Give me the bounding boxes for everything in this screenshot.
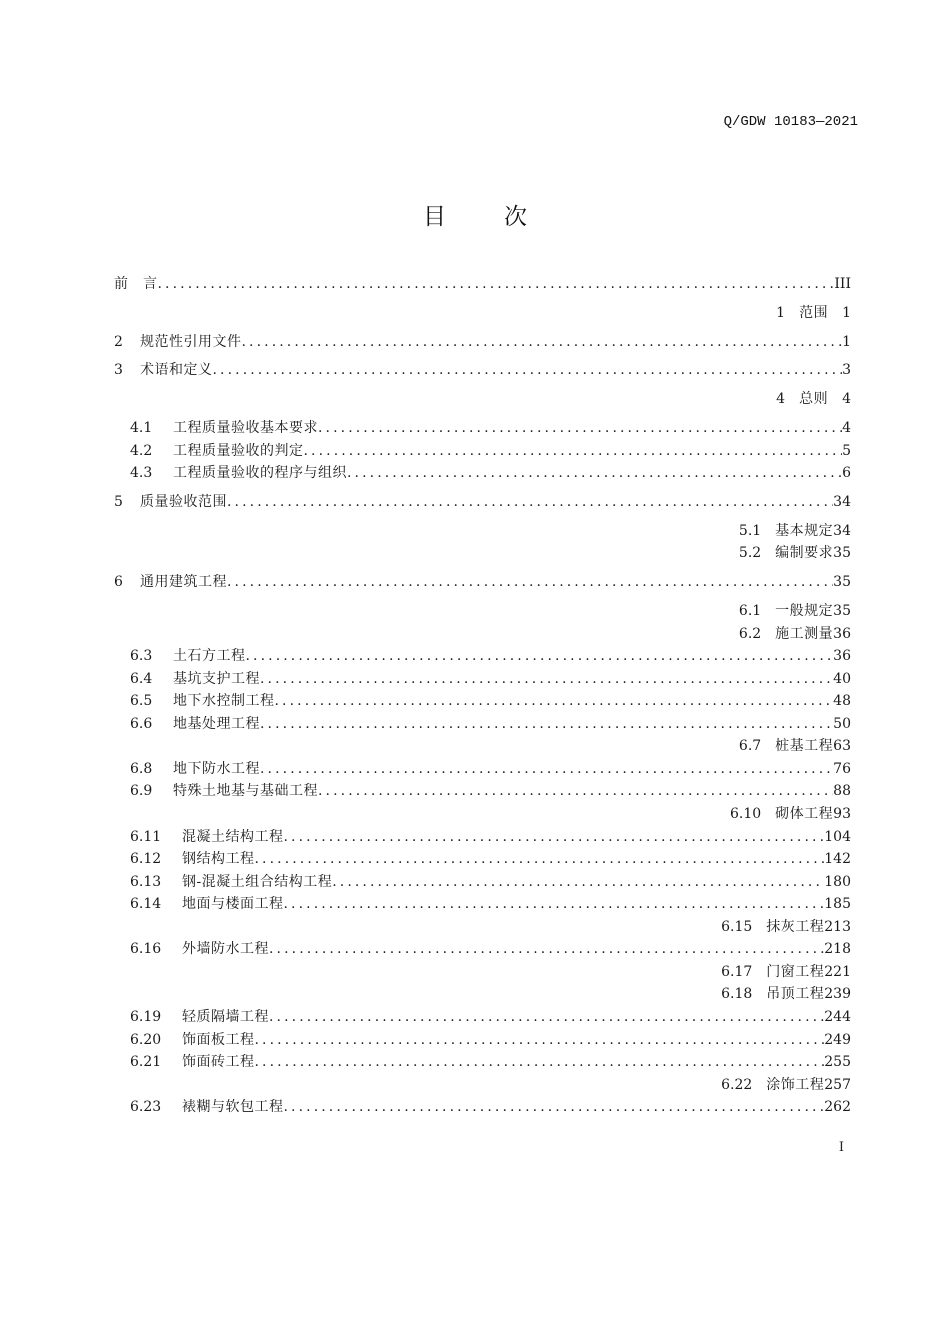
toc-entry-title: 地下水控制工程 [173,693,275,709]
dot-leader [284,893,825,915]
toc-entry-number: 6.19 [130,1009,162,1025]
toc-entry-title: 外墙防水工程 [182,941,269,957]
toc-entry-number: 6.5 [130,693,153,709]
toc-entry-number: 6 [114,574,123,590]
toc-entry-title: 涂饰工程 [766,1077,825,1093]
toc-entry-number: 6.3 [130,648,153,664]
toc-entry-page: 4 [842,391,851,407]
toc-entry-page: 1 [842,305,851,321]
toc-entry-page: 249 [824,1032,851,1048]
toc-entry[interactable] [114,916,851,938]
toc-entry-title: 一般规定 [775,603,834,619]
toc-entry-number: 2 [114,334,123,350]
toc-entry-page: 239 [824,986,851,1002]
toc-entry[interactable] [114,713,851,735]
toc-entry-number: 6.17 [721,964,753,980]
dot-leader [260,758,833,780]
toc-entry-title: 地面与楼面工程 [182,896,284,912]
toc-entry-number: 6.21 [130,1054,162,1070]
toc-entry[interactable] [114,491,851,513]
toc-entry-title: 编制要求 [775,545,834,561]
dot-leader [255,1029,825,1051]
toc-entry[interactable] [114,668,851,690]
toc-entry-number: 5.2 [738,545,762,561]
toc-entry[interactable] [114,1006,851,1028]
toc-entry-page: 218 [824,941,851,957]
toc-entry-title: 门窗工程 [766,964,825,980]
toc-entry[interactable] [114,1051,851,1073]
dot-leader [269,1006,824,1028]
toc-entry-page: 6 [842,465,851,481]
toc-entry-title: 通用建筑工程 [140,574,227,590]
toc-entry[interactable] [114,417,851,439]
toc-entry[interactable] [114,803,851,825]
toc-entry-title: 规范性引用文件 [140,334,242,350]
dot-leader [227,491,833,513]
toc-entry[interactable] [114,961,851,983]
dot-leader [260,668,833,690]
toc-entry-title: 特殊土地基与基础工程 [173,783,318,799]
toc-entry-page: 35 [833,574,851,590]
toc-entry-title: 轻质隔墙工程 [182,1009,269,1025]
toc-entry[interactable] [114,571,851,593]
toc-entry[interactable] [114,440,851,462]
dot-leader [227,571,833,593]
toc-entry-title: 地下防水工程 [173,761,260,777]
toc-entry-title: 前 言 [114,276,158,292]
toc-entry-page: 257 [824,1077,851,1093]
toc-entry[interactable] [114,758,851,780]
toc-entry-page: 244 [824,1009,851,1025]
toc-entry-page: III [834,276,851,292]
toc-entry-number: 6.15 [721,919,753,935]
toc-entry-page: 35 [833,603,851,619]
toc-entry-page: 36 [833,626,851,642]
toc-entry-page: 63 [833,738,851,754]
toc-entry-page: 5 [842,443,851,459]
toc-entry[interactable] [114,848,851,870]
toc-entry-page: 213 [824,919,851,935]
toc-entry-number: 6.11 [130,829,162,845]
dot-leader [158,273,835,295]
dot-leader [304,440,843,462]
toc-entry-number: 5.1 [738,523,762,539]
toc-entry[interactable] [114,388,851,410]
toc-entry-title: 砌体工程 [775,806,834,822]
toc-entry[interactable] [114,1074,851,1096]
toc-entry-title: 施工测量 [775,626,834,642]
toc-entry-number: 6.7 [738,738,762,754]
toc-entry-title: 工程质量验收的判定 [173,443,304,459]
toc-entry-number: 6.14 [130,896,162,912]
toc-entry-title: 地基处理工程 [173,716,260,732]
toc-entry-page: 36 [833,648,851,664]
toc-entry[interactable] [114,893,851,915]
toc-entry[interactable] [114,302,851,324]
toc-entry[interactable] [114,623,851,645]
toc-entry-page: 34 [833,494,851,510]
title-char-2: 次 [504,204,527,230]
dot-leader [318,780,833,802]
toc-entry[interactable] [114,273,851,295]
toc-entry-number: 1 [776,305,786,321]
toc-entry-page: 93 [833,806,851,822]
toc-entry-title: 钢结构工程 [182,851,255,867]
toc-entry-title: 工程质量验收的程序与组织 [173,465,347,481]
toc-entry-title: 混凝土结构工程 [182,829,284,845]
toc-entry-page: 3 [842,362,851,378]
title-char-1: 目 [423,204,446,230]
toc-entry-title: 抹灰工程 [766,919,825,935]
toc-entry[interactable] [114,600,851,622]
toc-entry-page: 35 [833,545,851,561]
toc-entry-title: 桩基工程 [775,738,834,754]
toc-entry-number: 6.9 [130,783,153,799]
toc-entry-title: 基坑支护工程 [173,671,260,687]
toc-entry[interactable] [114,871,851,893]
toc-entry-number: 4.3 [130,465,153,481]
toc-entry[interactable] [114,826,851,848]
toc-entry-title: 工程质量验收基本要求 [173,420,318,436]
dot-leader [284,1096,825,1118]
toc-entry-number: 6.4 [130,671,153,687]
toc-entry-number: 6.8 [130,761,153,777]
dot-leader [332,871,824,893]
toc-entry-page: 1 [842,334,851,350]
toc-entry[interactable] [114,983,851,1005]
toc-entry-page: 34 [833,523,851,539]
toc-entry[interactable] [114,542,851,564]
dot-leader [318,417,842,439]
toc-entry-number: 6.20 [130,1032,162,1048]
toc-entry-number: 5 [114,494,123,510]
toc-entry-number: 4.2 [130,443,153,459]
toc-entry-page: 40 [833,671,851,687]
dot-leader [242,331,843,353]
dot-leader [255,848,825,870]
toc-entry-page: 76 [833,761,851,777]
page-number: I [838,1140,844,1155]
toc-entry-title: 质量验收范围 [140,494,227,510]
toc-entry-title: 总则 [799,391,829,407]
toc-entry-page: 88 [833,783,851,799]
toc-entry[interactable] [114,520,851,542]
toc-entry-title: 饰面砖工程 [182,1054,255,1070]
toc-entry-page: 48 [833,693,851,709]
toc-entry-number: 6.13 [130,874,162,890]
dot-leader [246,645,834,667]
dot-leader [284,826,825,848]
toc-entry-title: 土石方工程 [173,648,246,664]
toc-entry-title: 裱糊与软包工程 [182,1099,284,1115]
toc-entry[interactable] [114,1029,851,1051]
toc-entry-number: 6.6 [130,716,153,732]
dot-leader [275,690,834,712]
toc-entry-title: 范围 [799,305,829,321]
toc-entry[interactable] [114,462,851,484]
toc-entry-page: 142 [824,851,851,867]
toc-entry-page: 4 [842,420,851,436]
dot-leader [269,938,824,960]
toc-entry-number: 3 [114,362,123,378]
toc-entry-page: 262 [824,1099,851,1115]
toc-entry-title: 钢-混凝土组合结构工程 [182,874,333,890]
toc-entry-page: 50 [833,716,851,732]
toc-entry-page: 255 [824,1054,851,1070]
toc-entry-number: 6.1 [738,603,762,619]
toc-entry-number: 6.22 [721,1077,753,1093]
toc-entry[interactable] [114,331,851,353]
dot-leader [347,462,842,484]
toc-entry-title: 吊顶工程 [766,986,825,1002]
document-code: Q/GDW 10183—2021 [723,114,858,130]
toc-entry-title: 基本规定 [775,523,834,539]
toc-entry[interactable] [114,938,851,960]
toc-entry-page: 180 [824,874,851,890]
dot-leader [255,1051,825,1073]
toc-entry[interactable] [114,780,851,802]
toc-entry-number: 4.1 [130,420,153,436]
toc-entry[interactable] [114,645,851,667]
toc-entry-number: 6.23 [130,1099,162,1115]
toc-entry-number: 6.16 [130,941,162,957]
toc-entry-page: 185 [824,896,851,912]
dot-leader [213,359,843,381]
toc-entry[interactable] [114,735,851,757]
toc-entry-page: 221 [824,964,851,980]
toc-entry-number: 6.12 [130,851,162,867]
toc-entry[interactable] [114,359,851,381]
toc-entry-number: 6.18 [721,986,753,1002]
toc-entry-page: 104 [824,829,851,845]
toc-entry-title: 术语和定义 [140,362,213,378]
dot-leader [260,713,833,735]
toc-entry-number: 6.10 [730,806,762,822]
toc-entry-title: 饰面板工程 [182,1032,255,1048]
toc-entry[interactable] [114,690,851,712]
toc-entry-number: 6.2 [738,626,762,642]
page-title [0,198,950,231]
toc-entry-number: 4 [776,391,786,407]
toc-entry[interactable] [114,1096,851,1118]
